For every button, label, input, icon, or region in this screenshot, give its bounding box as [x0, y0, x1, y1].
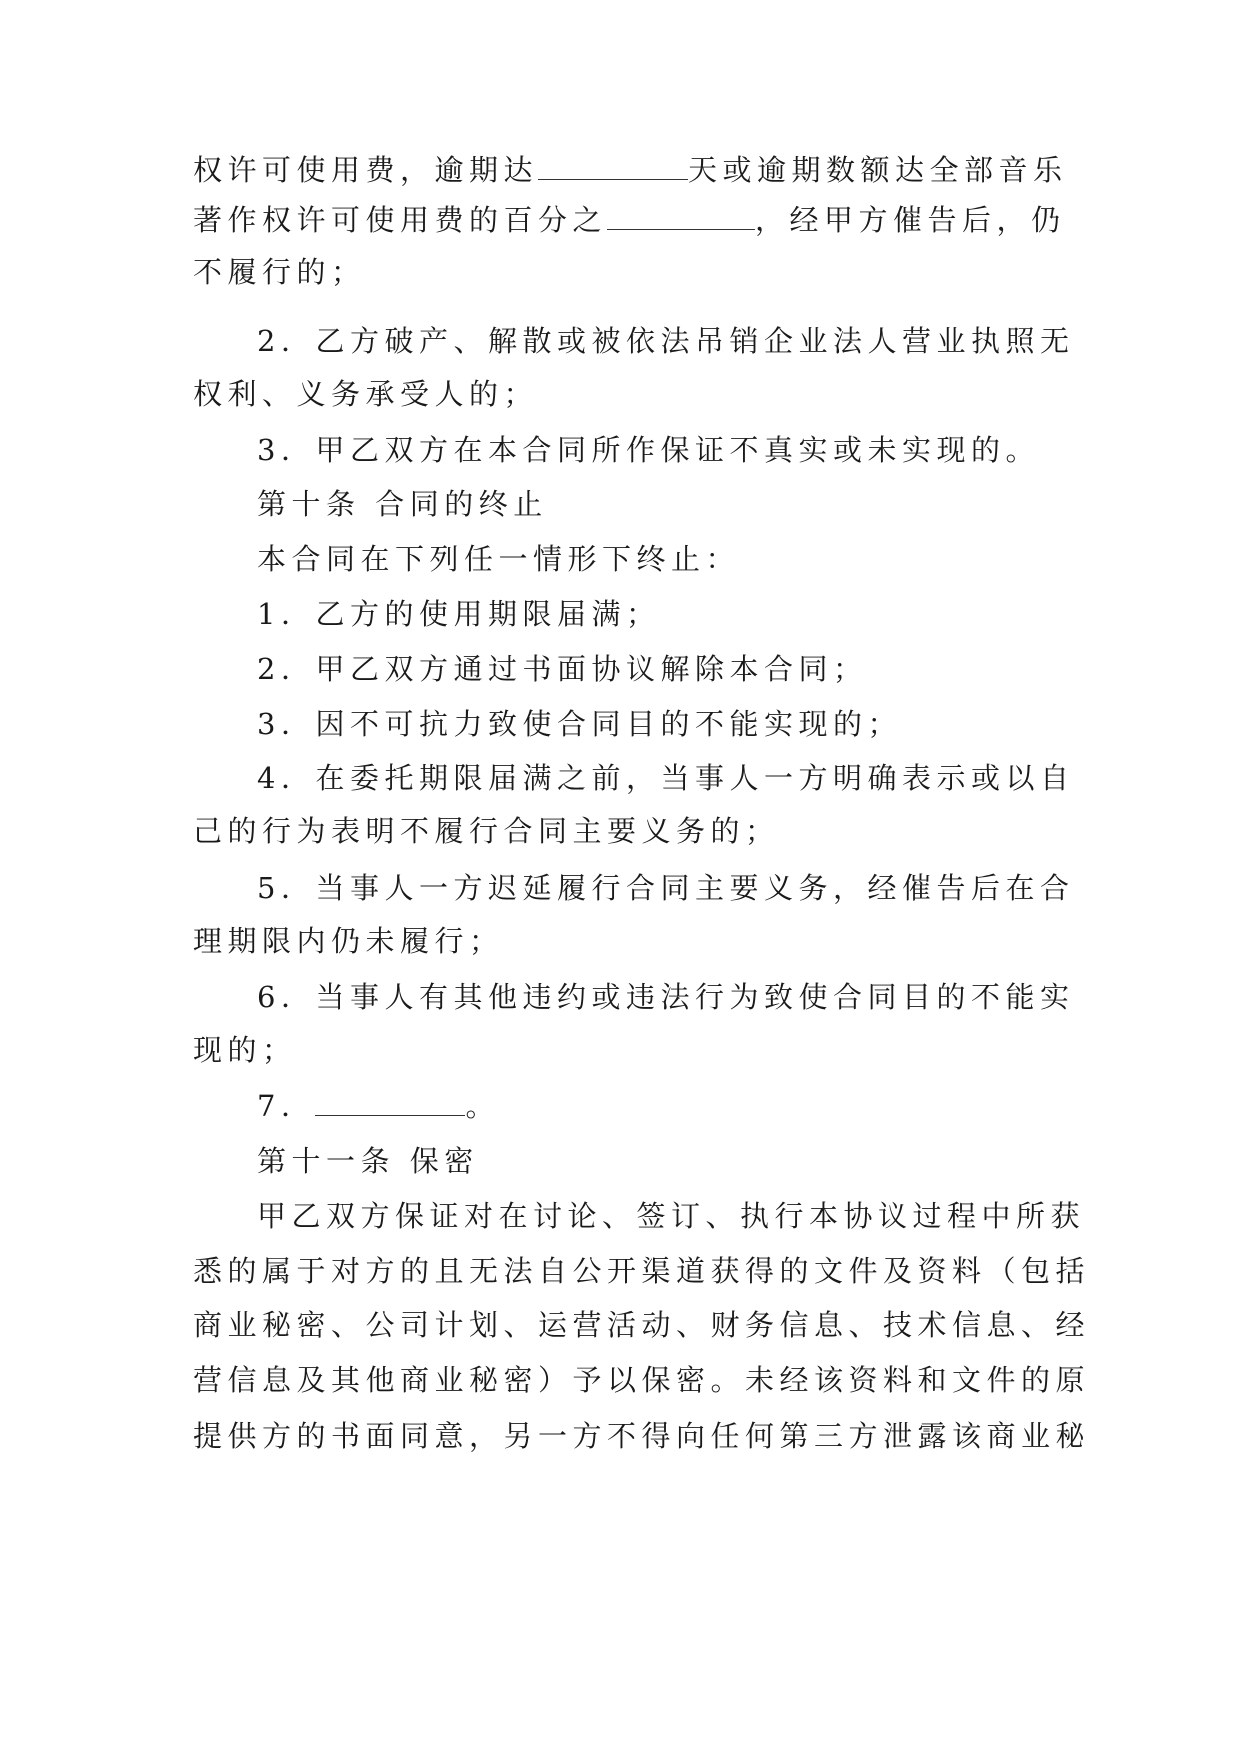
text-line: 3．甲乙双方在本合同所作保证不真实或未实现的。 [257, 433, 1040, 467]
text-line: 甲乙双方保证对在讨论、签订、执行本协议过程中所获 [257, 1199, 1086, 1233]
fill-in-blank [315, 1089, 465, 1116]
text-line: 提供方的书面同意，另一方不得向任何第三方泄露该商业秘 [193, 1419, 1091, 1453]
list-item: 7． 。 [257, 1089, 500, 1123]
list-item: 4．在委托期限届满之前，当事人一方明确表示或以自 [257, 761, 1075, 795]
list-item: 2．甲乙双方通过书面协议解除本合同； [257, 652, 868, 686]
fill-in-blank [538, 153, 688, 180]
text-line: 不履行的； [193, 255, 366, 289]
text-line: 2．乙方破产、解散或被依法吊销企业法人营业执照无 [257, 324, 1075, 358]
section-heading: 第十一条 保密 [257, 1144, 479, 1178]
list-item: 3．因不可抗力致使合同目的不能实现的； [257, 707, 902, 741]
section-heading: 第十条 合同的终止 [257, 487, 548, 521]
fill-in-blank [607, 203, 755, 230]
text-line: 理期限内仍未履行； [193, 924, 504, 958]
text-line: 本合同在下列任一情形下终止： [257, 542, 741, 576]
text-line: 己的行为表明不履行合同主要义务的； [193, 814, 780, 848]
text-line: 现的； [193, 1033, 297, 1067]
text-line: 商业秘密、公司计划、运营活动、财务信息、技术信息、经 [193, 1308, 1091, 1342]
text-line: 营信息及其他商业秘密）予以保密。未经该资料和文件的原 [193, 1363, 1091, 1397]
list-item: 1．乙方的使用期限届满； [257, 597, 661, 631]
list-item: 5．当事人一方迟延履行合同主要义务，经催告后在合 [257, 871, 1075, 905]
text-line: 悉的属于对方的且无法自公开渠道获得的文件及资料（包括 [193, 1254, 1091, 1288]
text-line: 权许可使用费，逾期达 天或逾期数额达全部音乐 [193, 153, 1068, 187]
text-line: 著作权许可使用费的百分之 ，经甲方催告后，仍 [193, 203, 1066, 237]
list-item: 6．当事人有其他违约或违法行为致使合同目的不能实 [257, 980, 1075, 1014]
text-line: 权利、义务承受人的； [193, 377, 539, 411]
